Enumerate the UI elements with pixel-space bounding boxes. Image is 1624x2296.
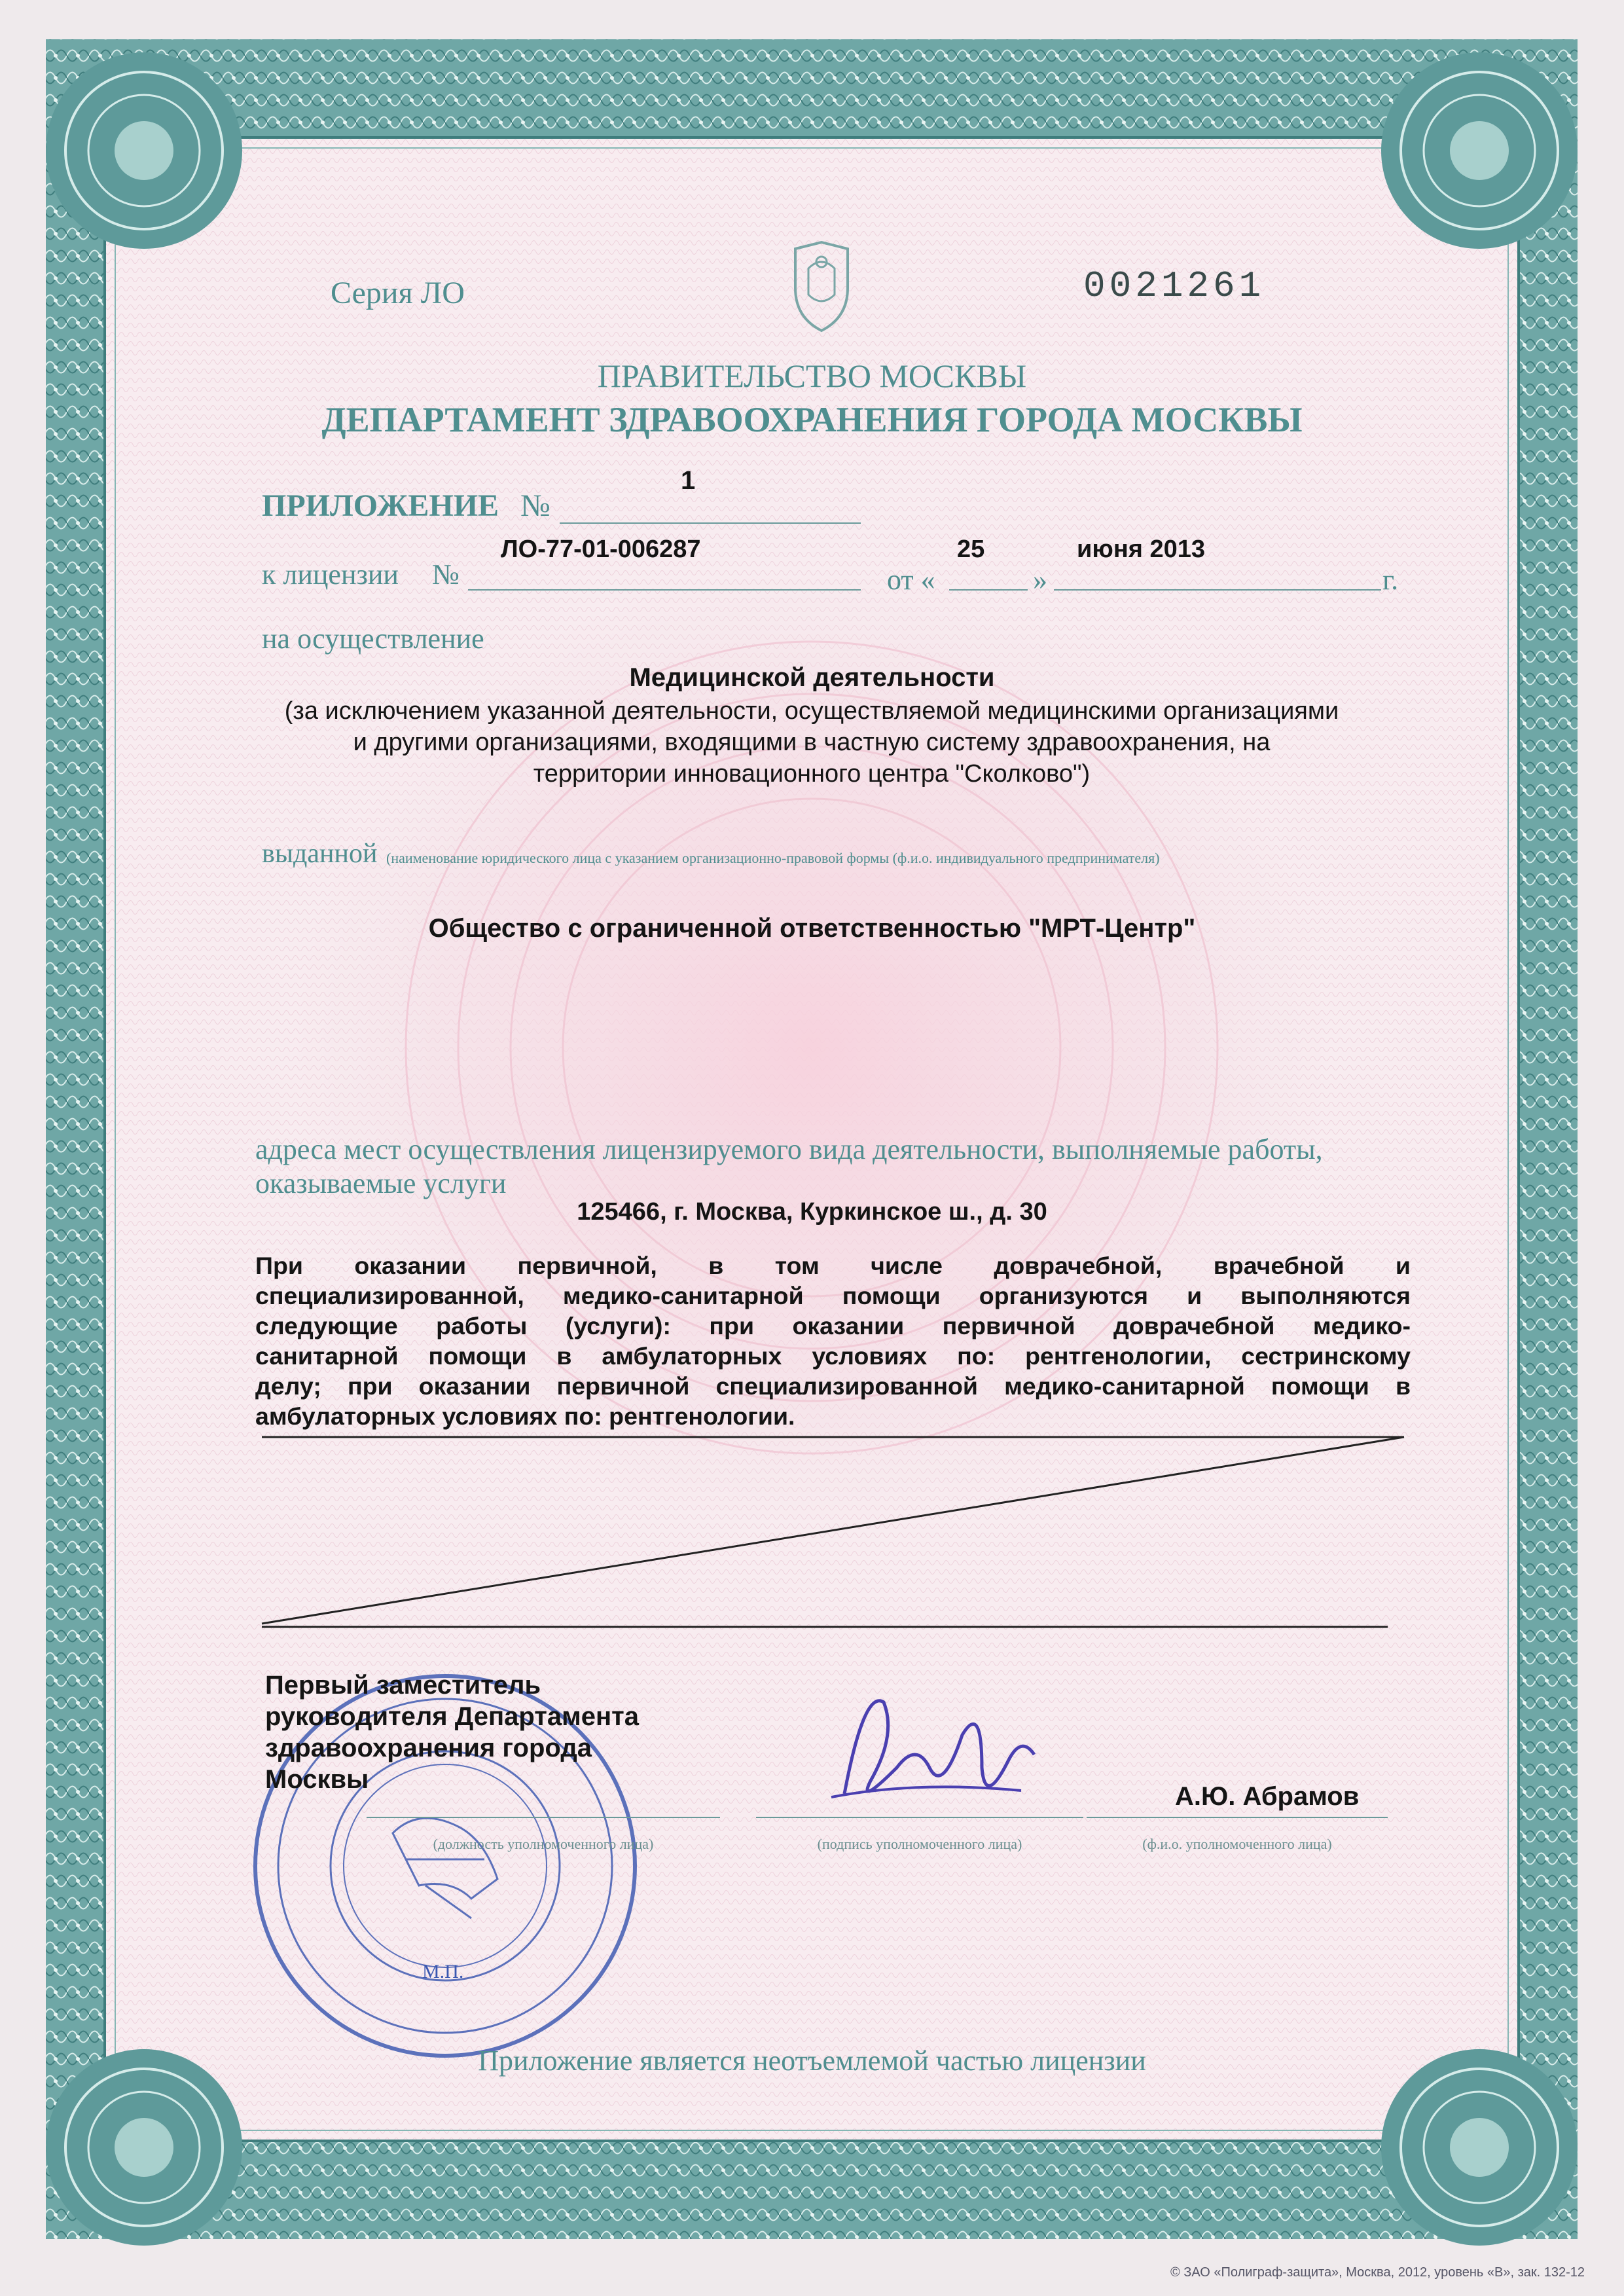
series-label: Серия ЛО xyxy=(331,276,465,310)
print-imprint: © ЗАО «Полиграф-защита», Москва, 2012, уровень «В», зак. 132-12 xyxy=(1170,2265,1585,2280)
services-line: При оказании первичной, в том числе доврачебной, врачебной и xyxy=(255,1252,1411,1279)
signature-line xyxy=(756,1817,1083,1818)
corner-rosette-icon xyxy=(1381,52,1578,249)
signatory-position-line: руководителя Департамента xyxy=(265,1702,639,1731)
signature-caption: (подпись уполномоченного лица) xyxy=(817,1836,1022,1852)
license-label: к лицензии xyxy=(262,558,399,591)
signatory-position xyxy=(265,1669,639,1795)
services-line: следующие работы (услуги): при оказании первичной доврачебной медико- xyxy=(255,1312,1411,1339)
activity-detail-line: (за исключением указанной деятельности, осуществляемой медицинскими организациями xyxy=(284,697,1339,725)
signatory-name: А.Ю. Абрамов xyxy=(1175,1782,1360,1811)
addresses-label-line2: оказываемые услуги xyxy=(255,1167,507,1199)
footer-note: Приложение является неотъемлемой частью лицензии xyxy=(478,2045,1146,2077)
addresses-label-line1: адреса мест осуществления лицензируемого вида деятельности, выполняемые работы, xyxy=(255,1133,1323,1165)
address-value: 125466, г. Москва, Куркинское ш., д. 30 xyxy=(577,1198,1047,1226)
position-line xyxy=(367,1817,720,1818)
corner-rosette-icon xyxy=(46,52,242,249)
appendix-label: ПРИЛОЖЕНИЕ xyxy=(262,488,499,523)
corner-rosette-icon xyxy=(46,2049,242,2246)
services-line: специализированной, медико-санитарной помощи организуются и выполняются xyxy=(255,1282,1411,1309)
month-year-line xyxy=(1054,589,1381,591)
activity-label: на осуществление xyxy=(262,623,484,655)
organization-name: Общество с ограниченной ответственностью "МРТ-Центр" xyxy=(428,914,1196,943)
signatory-position-line: Первый заместитель xyxy=(265,1671,541,1700)
stamp-mp: М.П. xyxy=(422,1961,464,1982)
corner-rosette-icon xyxy=(1381,2049,1578,2246)
appendix-number: 1 xyxy=(681,466,696,495)
activity-detail-line: территории инновационного центра "Сколково") xyxy=(533,760,1091,788)
name-line xyxy=(1087,1817,1388,1818)
document-number: 0021261 xyxy=(1083,265,1265,307)
appendix-number-line xyxy=(560,522,861,524)
license-quote-close: » xyxy=(1033,564,1047,596)
services-text xyxy=(255,1250,1411,1401)
services-line: санитарной помощи в амбулаторных условиях по: рентгенологии, сестринскому xyxy=(255,1342,1411,1370)
license-day: 25 xyxy=(957,536,985,563)
signatory-position-line: Москвы xyxy=(265,1765,369,1794)
name-caption: (ф.и.о. уполномоченного лица) xyxy=(1142,1836,1332,1852)
appendix-no-sign: № xyxy=(520,488,550,523)
day-line xyxy=(949,589,1028,591)
services-line: делу; при оказании первичной специализированной медико-санитарной помощи в xyxy=(255,1372,1411,1400)
license-from-label: от « xyxy=(887,564,935,596)
activity-detail-line: и другими организациями, входящими в частную систему здравоохранения, на xyxy=(353,729,1271,756)
issued-hint: (наименование юридического лица с указанием организационно-правовой формы (ф.и.о. индивидуального предпринимателя) xyxy=(386,850,1160,866)
signatory-position-line: здравоохранения города xyxy=(265,1734,592,1762)
license-number-line xyxy=(468,589,861,591)
license-number: ЛО-77-01-006287 xyxy=(501,536,701,563)
license-month-year: июня 2013 xyxy=(1077,536,1206,563)
position-caption: (должность уполномоченного лица) xyxy=(433,1836,654,1852)
government-title: ПРАВИТЕЛЬСТВО МОСКВЫ xyxy=(597,357,1027,394)
issued-label: выданной xyxy=(262,839,378,869)
license-no-sign: № xyxy=(432,558,460,591)
activity-details xyxy=(196,695,1427,790)
services-last-line: амбулаторных условиях по: рентгенологии. xyxy=(255,1402,795,1430)
activity-title: Медицинской деятельности xyxy=(629,663,995,692)
license-year-suffix: г. xyxy=(1382,564,1399,596)
department-title: ДЕПАРТАМЕНТ ЗДРАВООХРАНЕНИЯ ГОРОДА МОСКВЫ xyxy=(321,400,1303,439)
